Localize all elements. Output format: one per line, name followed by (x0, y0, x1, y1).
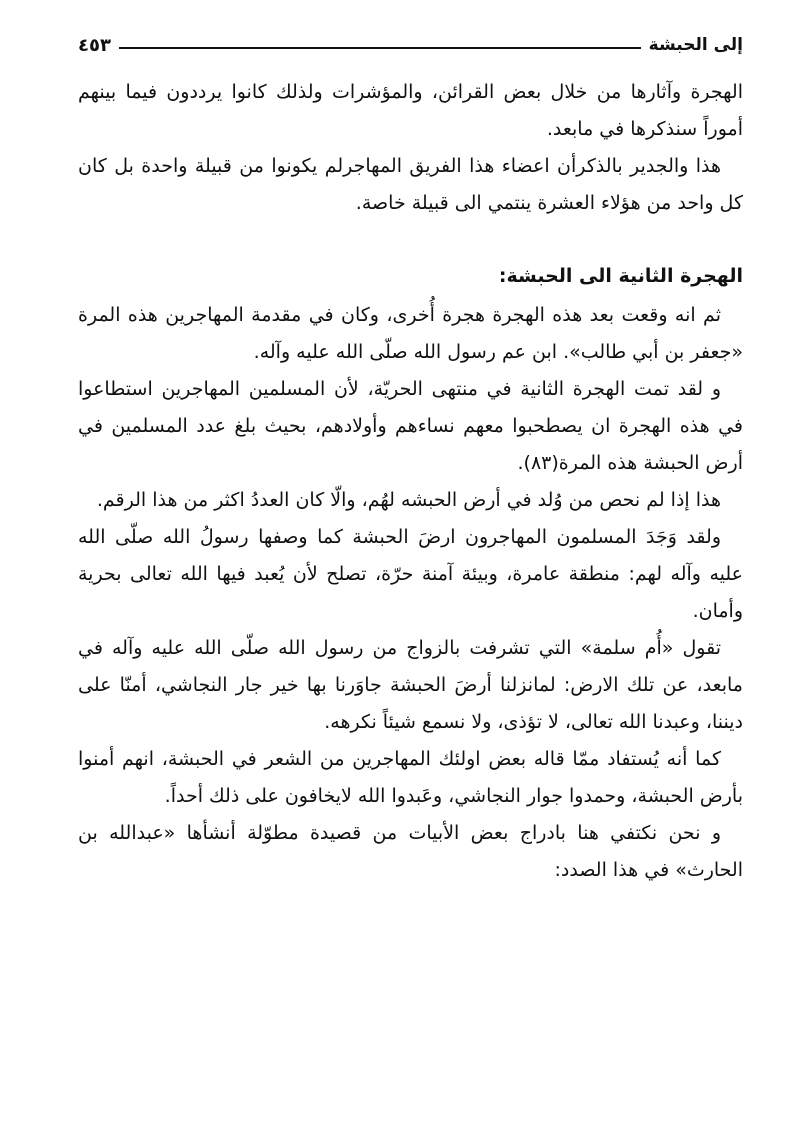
paragraph: ولقد وَجَدَ المسلمون المهاجرون ارضَ الحبشة كما وصفها رسولُ الله صلّى الله عليه وآله لهم: منطقة عامرة، وبيئة آمنة حرّة، تصلح لأن يُعبد فيها الله تعالى بحرية وأمان. (78, 526, 743, 622)
body-text (78, 74, 743, 889)
page-number: ٤٥٣ (78, 34, 111, 56)
paragraph: و لقد تمت الهجرة الثانية في منتهى الحريّة، لأن المسلمين المهاجرين استطاعوا في هذه الهجرة ان يصطحبوا معهم نساءهم وأولادهم، بحيث بلغ عدد المسلمين في أرض الحبشة هذه المرة(٨٣). (78, 378, 743, 474)
book-page (78, 30, 743, 889)
section-heading: الهجرة الثانية الى الحبشة: (498, 265, 743, 287)
paragraph: و نحن نكتفي هنا بادراج بعض الأبيات من قصيدة مطوّلة أنشأها «عبدالله بن الحارث» في هذا الصدد: (78, 822, 743, 881)
paragraph: هذا إذا لم نحص من وُلد في أرض الحبشه لهُم، والّا كان العددُ اكثر من هذا الرقم. (96, 489, 721, 511)
paragraph: هذا والجدير بالذكرأن اعضاء هذا الفريق المهاجرلم يكونوا من قبيلة واحدة بل كان كل واحد من هؤلاء العشرة ينتمي الى قبيلة خاصة. (78, 155, 743, 214)
paragraph: تقول «أُم سلمة» التي تشرفت بالزواج من رسول الله صلّى الله عليه وآله في مابعد، عن تلك الارض: لمانزلنا أرضَ الحبشة جاوَرنا بها خير جار النجاشي، أمنّا على ديننا، وعبدنا الله تعالى، لا تؤذى، ولا نسمع شيئاً نكرهه. (78, 637, 743, 733)
section-spacer (78, 222, 743, 252)
paragraph: كما أنه يُستفاد ممّا قاله بعض اولئك المهاجرين من الشعر في الحبشة، انهم أمنوا بأرض الحبشة، وحمدوا جوار النجاشي، وعَبدوا الله لايخافون على ذلك أحداً. (78, 748, 743, 807)
header-rule (119, 47, 641, 49)
running-head-title: إلى الحبشة (648, 35, 743, 55)
paragraph: ثم انه وقعت بعد هذه الهجرة هجرة أُخرى، وكان في مقدمة المهاجرين هذه المرة «جعفر بن أبي طالب». ابن عم رسول الله صلّى الله عليه وآله. (78, 304, 743, 363)
running-head (78, 30, 743, 60)
paragraph: الهجرة وآثارها من خلال بعض القرائن، والمؤشرات ولذلك كانوا يرددون فيما بينهم أموراً سنذكرها في مابعد. (78, 81, 743, 140)
